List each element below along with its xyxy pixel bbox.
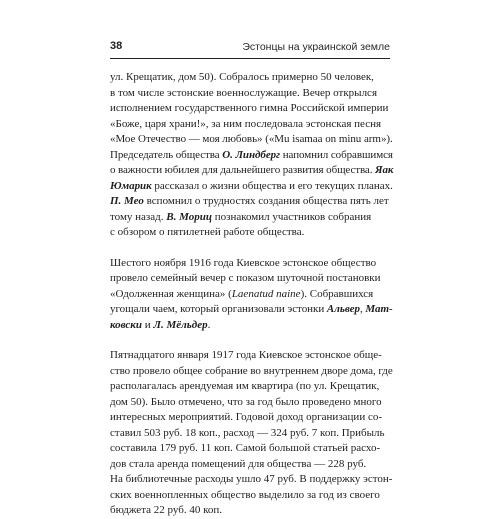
- body-text: [110, 70, 392, 519]
- text-run: в том числе эстонские военнослужащие. Вечер открылся: [110, 86, 377, 99]
- text-line: [110, 302, 392, 318]
- person-name: Альвер: [326, 303, 360, 315]
- paragraph: [110, 256, 392, 334]
- text-run: ,: [359, 303, 366, 315]
- paragraph-gap: [110, 241, 392, 256]
- text-line: [110, 225, 392, 241]
- text-line: [110, 457, 392, 473]
- person-name: ковски: [110, 318, 143, 331]
- person-name: П. Мео: [110, 195, 144, 207]
- text-run: располагалась арендуемая им квартира (по ул. Крещатик,: [110, 380, 380, 392]
- text-run: ул. Крещатик, дом 50). Собралось примерно 50 человек,: [110, 71, 374, 83]
- text-line: [110, 271, 392, 287]
- text-run: исполнением государственного гимна Российской империи: [110, 102, 389, 114]
- text-run: «Боже, царя храни!», за ним последовала эстонская песня: [110, 117, 382, 130]
- text-run: Пятнадцатого января 1917 года Киевское эстонское обще-: [110, 349, 382, 361]
- text-line: [110, 472, 392, 488]
- paragraph: [110, 70, 392, 241]
- text-run: дов стала аренда помещений для общества — 228 руб.: [110, 457, 367, 470]
- text-line: [110, 117, 392, 133]
- italic-title: Laenatud naine: [231, 287, 301, 300]
- text-line: [110, 101, 392, 117]
- text-run: интересных мероприятий. Годовой доход организации со-: [110, 411, 382, 423]
- text-line: [110, 364, 392, 380]
- running-title: Эстонцы на украинской земле: [242, 41, 390, 53]
- text-run: ). Собравшихся: [300, 287, 374, 300]
- text-run: угощали чаем, который организовали эстонки: [110, 303, 327, 315]
- text-run: «Одолженная женщина» (: [110, 287, 232, 300]
- text-line: [110, 318, 392, 334]
- text-run: ставил 503 руб. 18 коп., расход — 324 руб. 7 коп. Прибыль: [110, 426, 385, 439]
- text-line: [110, 287, 392, 303]
- text-run: Председатель общества: [110, 148, 223, 161]
- text-line: [110, 163, 392, 179]
- text-line: [110, 194, 392, 210]
- text-run: Шестого ноября 1916 года Киевское эстонское общество: [110, 256, 377, 269]
- text-line: [110, 148, 392, 164]
- text-run: бюджета 22 руб. 40 коп.: [110, 504, 222, 516]
- text-line: [110, 379, 392, 395]
- text-run: .: [207, 318, 211, 331]
- text-line: [110, 488, 392, 504]
- text-line: [110, 348, 392, 364]
- person-name: Юмарик: [110, 179, 152, 192]
- text-line: [110, 441, 392, 457]
- text-line: [110, 132, 392, 148]
- text-line: [110, 86, 392, 102]
- paragraph-gap: [110, 333, 392, 348]
- text-line: [110, 503, 392, 519]
- text-line: [110, 256, 392, 272]
- text-line: [110, 426, 392, 442]
- text-run: напомнил собравшимся: [280, 148, 393, 161]
- text-run: составила 179 руб. 11 коп. Самой большой статьей расхо-: [110, 442, 381, 454]
- text-run: На библиотечные расходы ушло 47 руб. В поддержку эстон-: [110, 473, 393, 485]
- text-run: познакомил участников собрания: [211, 210, 372, 223]
- text-line: [110, 410, 392, 426]
- text-line: [110, 70, 392, 86]
- text-line: [110, 179, 392, 195]
- text-run: о важности юбилея для дальнейшего развития общества.: [110, 164, 376, 176]
- paragraph: [110, 348, 392, 519]
- text-run: тому назад.: [110, 210, 167, 223]
- text-run: и: [142, 318, 154, 331]
- text-run: «Мое Отечество — моя любовь» («Mu isamaa on minu arm»).: [110, 133, 393, 145]
- text-run: дом 50). Было отмечено, что за год было проведено много: [110, 395, 382, 408]
- text-line: [110, 395, 392, 411]
- person-name: Л. Мёльдер: [153, 318, 208, 331]
- text-run: ство провело общее собрание во внутреннем дворе дома, где: [110, 364, 393, 377]
- person-name: Яак: [375, 164, 394, 176]
- person-name: В. Мориц: [166, 210, 212, 223]
- text-run: вспомнил о трудностях создания общества пять лет: [143, 195, 389, 207]
- person-name: О. Линдберг: [222, 148, 281, 161]
- text-line: [110, 210, 392, 226]
- text-run: ских военнопленных общество выделило за год из своего: [110, 488, 380, 501]
- text-run: рассказал о жизни общества и его текущих планах.: [151, 179, 393, 192]
- person-name: Мат-: [365, 303, 393, 315]
- text-run: с обзором о пятилетней работе общества.: [110, 226, 305, 238]
- page-header: [110, 38, 390, 59]
- text-run: провело семейный вечер с показом шуточной постановки: [110, 272, 381, 284]
- page-number: 38: [110, 40, 123, 52]
